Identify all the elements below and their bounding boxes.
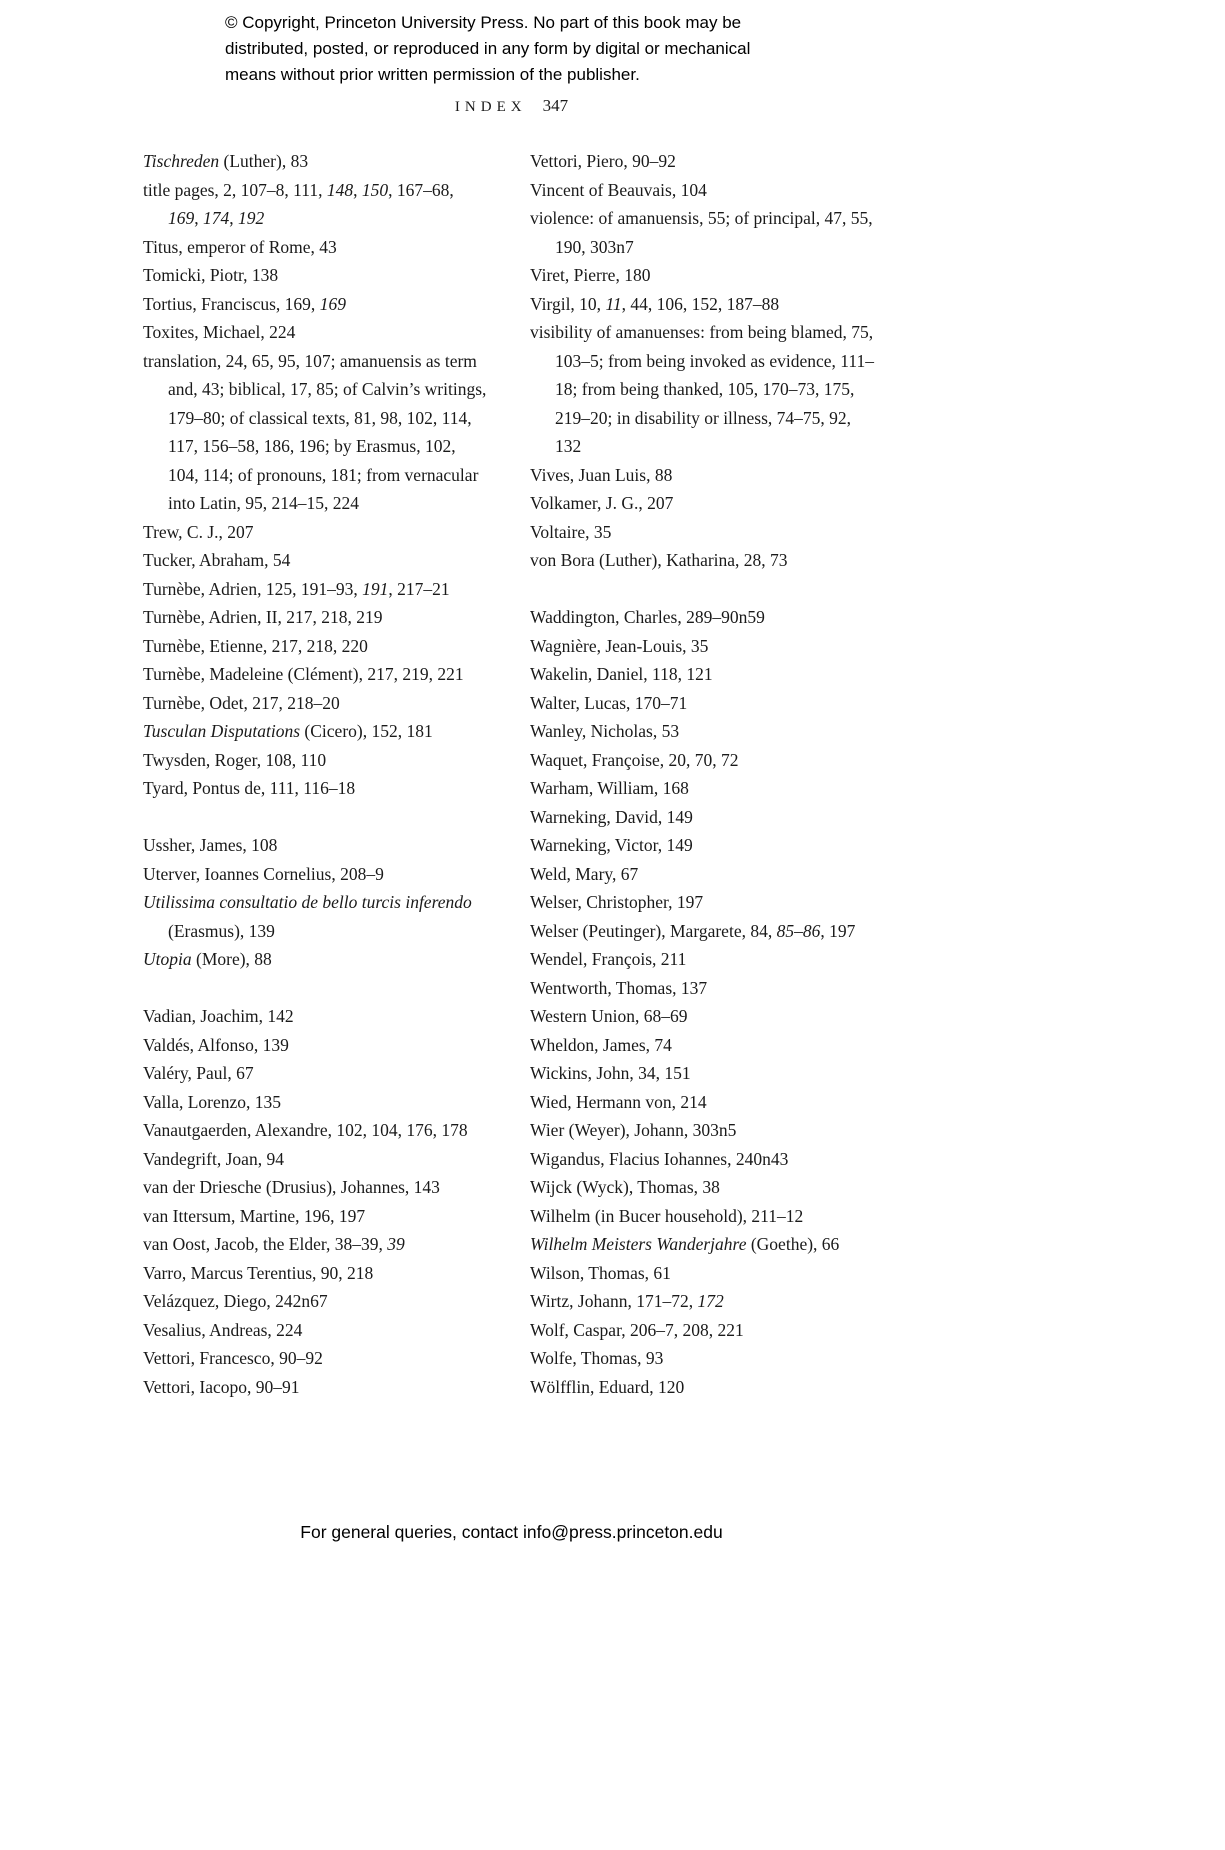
index-entry: Utopia (More), 88 [143, 949, 272, 969]
index-entry: Turnèbe, Madeleine (Clément), 217, 219, 221 [143, 664, 464, 684]
index-entry: Volkamer, J. G., 207 [530, 493, 674, 513]
index-entry: Wijck (Wyck), Thomas, 38 [530, 1177, 720, 1197]
index-entry: Vives, Juan Luis, 88 [530, 464, 673, 485]
index-entry: Wheldon, James, 74 [530, 1034, 672, 1055]
index-entry: Valéry, Paul, 67 [143, 1063, 254, 1083]
index-entry: Tucker, Abraham, 54 [143, 550, 291, 570]
index-entry: Vadian, Joachim, 142 [143, 1006, 294, 1026]
index-entry: Vincent of Beauvais, 104 [530, 179, 707, 200]
index-group [530, 603, 875, 1401]
index-entry: Warham, William, 168 [530, 778, 689, 798]
index-entry: Weld, Mary, 67 [530, 863, 639, 884]
page-number: 347 [542, 96, 569, 115]
page-header [143, 96, 880, 116]
index-entry: Welser (Peutinger), Margarete, 84, 85–86, 197 [530, 920, 856, 941]
index-entry: Wier (Weyer), Johann, 303n5 [530, 1120, 737, 1140]
copyright-line: means without prior written permission of the publisher. [225, 65, 640, 84]
index-entry: Wirtz, Johann, 171–72, 172 [530, 1291, 724, 1311]
index-entry: Vettori, Iacopo, 90–91 [143, 1376, 300, 1397]
index-entry: Wilson, Thomas, 61 [530, 1262, 671, 1283]
index-entry: Voltaire, 35 [530, 521, 612, 542]
index-entry: Tomicki, Piotr, 138 [143, 265, 279, 285]
index-entry: Velázquez, Diego, 242n67 [143, 1291, 328, 1311]
index-entry: Wigandus, Flacius Iohannes, 240n43 [530, 1148, 789, 1169]
index-entry: Vanautgaerden, Alexandre, 102, 104, 176, 178 [143, 1120, 468, 1140]
copyright-line: distributed, posted, or reproduced in any form by digital or mechanical [225, 39, 751, 58]
index-entry: Toxites, Michael, 224 [143, 322, 296, 342]
index-entry: Turnèbe, Odet, 217, 218–20 [143, 692, 340, 713]
index-entry: Welser, Christopher, 197 [530, 892, 704, 912]
index-group [530, 147, 875, 575]
index-entry: Wolfe, Thomas, 93 [530, 1348, 664, 1368]
index-entry: Wickins, John, 34, 151 [530, 1063, 691, 1083]
index-entry: von Bora (Luther), Katharina, 28, 73 [530, 550, 788, 570]
index-entry: Tyard, Pontus de, 111, 116–18 [143, 778, 356, 798]
index-entry: van Oost, Jacob, the Elder, 38–39, 39 [143, 1234, 405, 1254]
index-entry: Vesalius, Andreas, 224 [143, 1319, 303, 1340]
index-entry: Tischreden (Luther), 83 [143, 151, 309, 171]
index-entry: Turnèbe, Etienne, 217, 218, 220 [143, 635, 368, 656]
index-entry: Titus, emperor of Rome, 43 [143, 236, 337, 257]
index-entry: Waddington, Charles, 289–90n59 [530, 607, 765, 627]
index-entry: Warneking, David, 149 [530, 806, 693, 827]
index-entry: Wolf, Caspar, 206–7, 208, 221 [530, 1319, 744, 1340]
index-entry: van der Driesche (Drusius), Johannes, 143 [143, 1177, 440, 1197]
index-entry: Tortius, Franciscus, 169, 169 [143, 293, 346, 314]
index-group [143, 1002, 488, 1401]
index-entry: Varro, Marcus Terentius, 90, 218 [143, 1262, 374, 1283]
copyright-notice [225, 10, 750, 88]
index-entry: Vettori, Piero, 90–92 [530, 151, 676, 171]
index-column-left [143, 147, 488, 1401]
index-entry: Turnèbe, Adrien, II, 217, 218, 219 [143, 607, 383, 627]
index-entry: Valla, Lorenzo, 135 [143, 1091, 282, 1112]
copyright-line: © Copyright, Princeton University Press. No part of this book may be [225, 13, 742, 32]
index-entry: Wakelin, Daniel, 118, 121 [530, 664, 713, 684]
index-entry: title pages, 2, 107–8, 111, 148, 150, 167–68, 169, 174, 192 [143, 179, 454, 228]
index-entry: Walter, Lucas, 170–71 [530, 692, 688, 713]
index-entry: Wentworth, Thomas, 137 [530, 977, 708, 998]
index-group [143, 147, 488, 803]
index-entry: visibility of amanuenses: from being blamed, 75, 103–5; from being invoked as evidence, 111–18; from being thanked, 105, 170–73, 175, 219–20; in disability or illness, 74–75, 92, 132 [530, 322, 874, 456]
index-entry: Warneking, Victor, 149 [530, 835, 693, 855]
index-entry: Vettori, Francesco, 90–92 [143, 1348, 323, 1368]
index-entry: Waquet, Françoise, 20, 70, 72 [530, 749, 739, 770]
running-head: INDEX [454, 99, 527, 115]
index-entry: Uterver, Ioannes Cornelius, 208–9 [143, 863, 384, 884]
index-entry: Wanley, Nicholas, 53 [530, 721, 680, 741]
index-entry: translation, 24, 65, 95, 107; amanuensis as term and, 43; biblical, 17, 85; of Calvin’s writings, 179–80; of classical texts, 81, 98, 102, 114, 117, 156–58, 186, 196; by Erasmus, 102, 104, 114; of pronouns, 181; from vernacular into Latin, 95, 214–15, 224 [143, 350, 487, 513]
index-entry: Virgil, 10, 11, 44, 106, 152, 187–88 [530, 293, 780, 314]
index-entry: Ussher, James, 108 [143, 835, 278, 855]
index-entry: Twysden, Roger, 108, 110 [143, 749, 327, 770]
index-column-right [530, 147, 875, 1401]
index-group [143, 831, 488, 974]
index-entry: Turnèbe, Adrien, 125, 191–93, 191, 217–21 [143, 578, 450, 599]
index-entry: Vandegrift, Joan, 94 [143, 1148, 284, 1169]
index-entry: Utilissima consultatio de bello turcis inferendo (Erasmus), 139 [143, 892, 472, 941]
footer-text: For general queries, contact info@press.princeton.edu [300, 1522, 723, 1542]
index-columns [143, 147, 880, 1401]
index-entry: Wilhelm Meisters Wanderjahre (Goethe), 66 [530, 1234, 840, 1254]
index-entry: Wied, Hermann von, 214 [530, 1091, 707, 1112]
index-entry: Wendel, François, 211 [530, 949, 687, 969]
index-entry: Tusculan Disputations (Cicero), 152, 181 [143, 721, 433, 741]
index-entry: Viret, Pierre, 180 [530, 265, 651, 285]
index-entry: van Ittersum, Martine, 196, 197 [143, 1205, 366, 1226]
index-entry: Wölfflin, Eduard, 120 [530, 1376, 685, 1397]
index-entry: Wagnière, Jean-Louis, 35 [530, 635, 709, 656]
index-entry: violence: of amanuensis, 55; of principal, 47, 55, 190, 303n7 [530, 208, 873, 257]
index-entry: Valdés, Alfonso, 139 [143, 1034, 289, 1055]
index-entry: Western Union, 68–69 [530, 1006, 688, 1026]
index-entry: Trew, C. J., 207 [143, 521, 254, 542]
index-entry: Wilhelm (in Bucer household), 211–12 [530, 1205, 804, 1226]
